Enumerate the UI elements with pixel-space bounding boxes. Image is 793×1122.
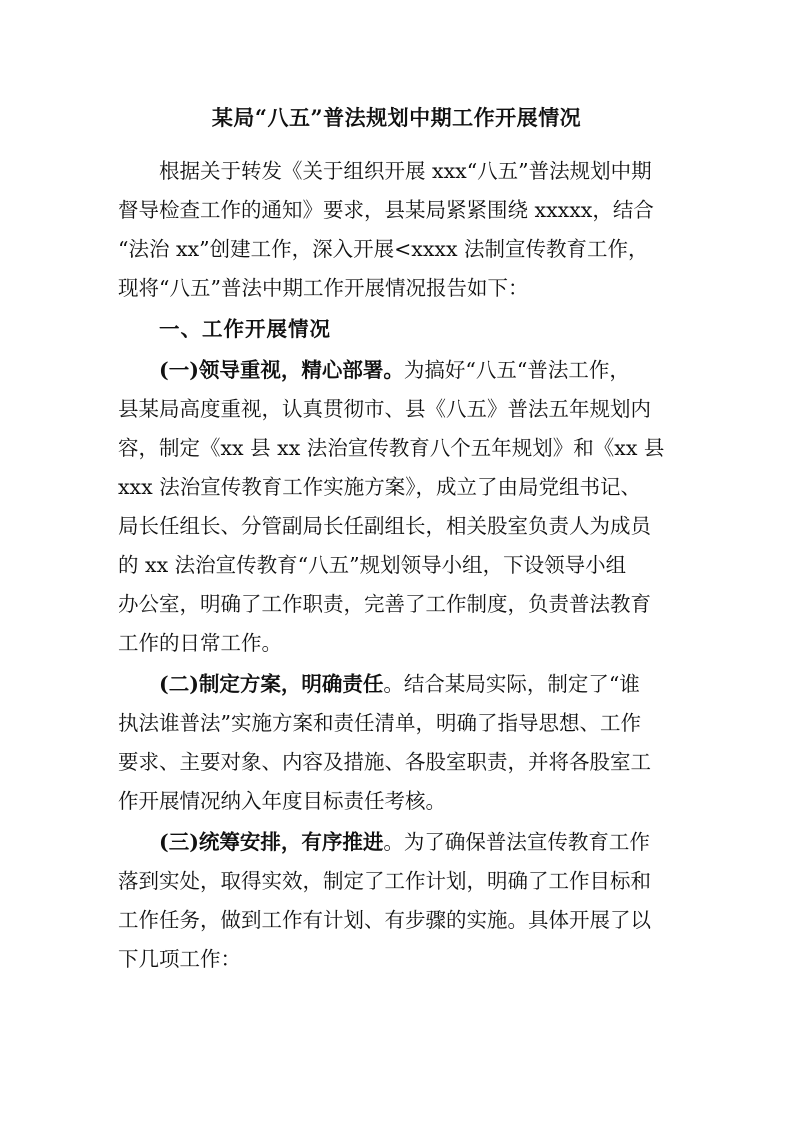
paragraph-line: xxx 法治宣传教育工作实施方案》，成立了由局党组书记、 bbox=[118, 475, 641, 499]
document-title: 某局“八五”普法规划中期工作开展情况 bbox=[211, 105, 582, 130]
intro-line: 现将“八五”普法中期工作开展情况报告如下： bbox=[118, 276, 529, 300]
paragraph-text: 。为了确保普法宣传教育工作 bbox=[383, 830, 650, 854]
paragraph-text: 。结合某局实际，制定了“谁 bbox=[383, 672, 640, 696]
paragraph-first-line bbox=[118, 823, 676, 862]
paragraph-line: 下几项工作： bbox=[118, 947, 241, 971]
paragraph-first-line bbox=[118, 665, 676, 704]
paragraph-line: 县某局高度重视，认真贯彻市、县《八五》普法五年规划内 bbox=[118, 397, 651, 421]
paragraph-line: 工作的日常工作。 bbox=[118, 631, 282, 655]
paragraph-line: 要求、主要对象、内容及措施、各股室职责，并将各股室工 bbox=[118, 750, 651, 774]
paragraph-line: 办公室，明确了工作职责，完善了工作制度，负责普法教育 bbox=[118, 592, 651, 616]
section-heading: 一、工作开展情况 bbox=[159, 317, 331, 341]
paragraph-text: 为搞好“八五“普法工作， bbox=[403, 358, 630, 382]
paragraph-line: 工作任务，做到工作有计划、有步骤的实施。具体开展了以 bbox=[118, 908, 651, 932]
intro-line: 根据关于转发《关于组织开展 xxx“八五”普法规划中期 bbox=[159, 159, 652, 183]
paragraph-line: 执法谁普法”实施方案和责任清单，明确了指导思想、工作 bbox=[118, 711, 641, 735]
paragraph-line: 落到实处，取得实效，制定了工作计划，明确了工作目标和 bbox=[118, 869, 651, 893]
paragraph-line: 容，制定《xx 县 xx 法治宣传教育八个五年规划》和《xx 县 bbox=[118, 436, 665, 460]
paragraph-lead: (二)制定方案，明确责任 bbox=[159, 672, 384, 696]
paragraph-lead: (三)统筹安排，有序推进 bbox=[159, 830, 384, 854]
paragraph-line: 的 xx 法治宣传教育“八五”规划领导小组，下设领导小组 bbox=[118, 553, 627, 577]
paragraph-first-line bbox=[118, 351, 676, 390]
intro-line: “法治 xx”创建工作，深入开展<xxxx 法制宣传教育工作， bbox=[118, 237, 649, 261]
paragraph-line: 局长任组长、分管副局长任副组长，相关股室负责人为成员 bbox=[118, 514, 651, 538]
paragraph-line: 作开展情况纳入年度目标责任考核。 bbox=[118, 789, 446, 813]
paragraph-lead: (一)领导重视，精心部署。 bbox=[159, 358, 404, 382]
intro-line: 督导检查工作的通知》要求，县某局紧紧围绕 xxxxx，结合 bbox=[118, 198, 654, 222]
document-body bbox=[118, 152, 676, 979]
